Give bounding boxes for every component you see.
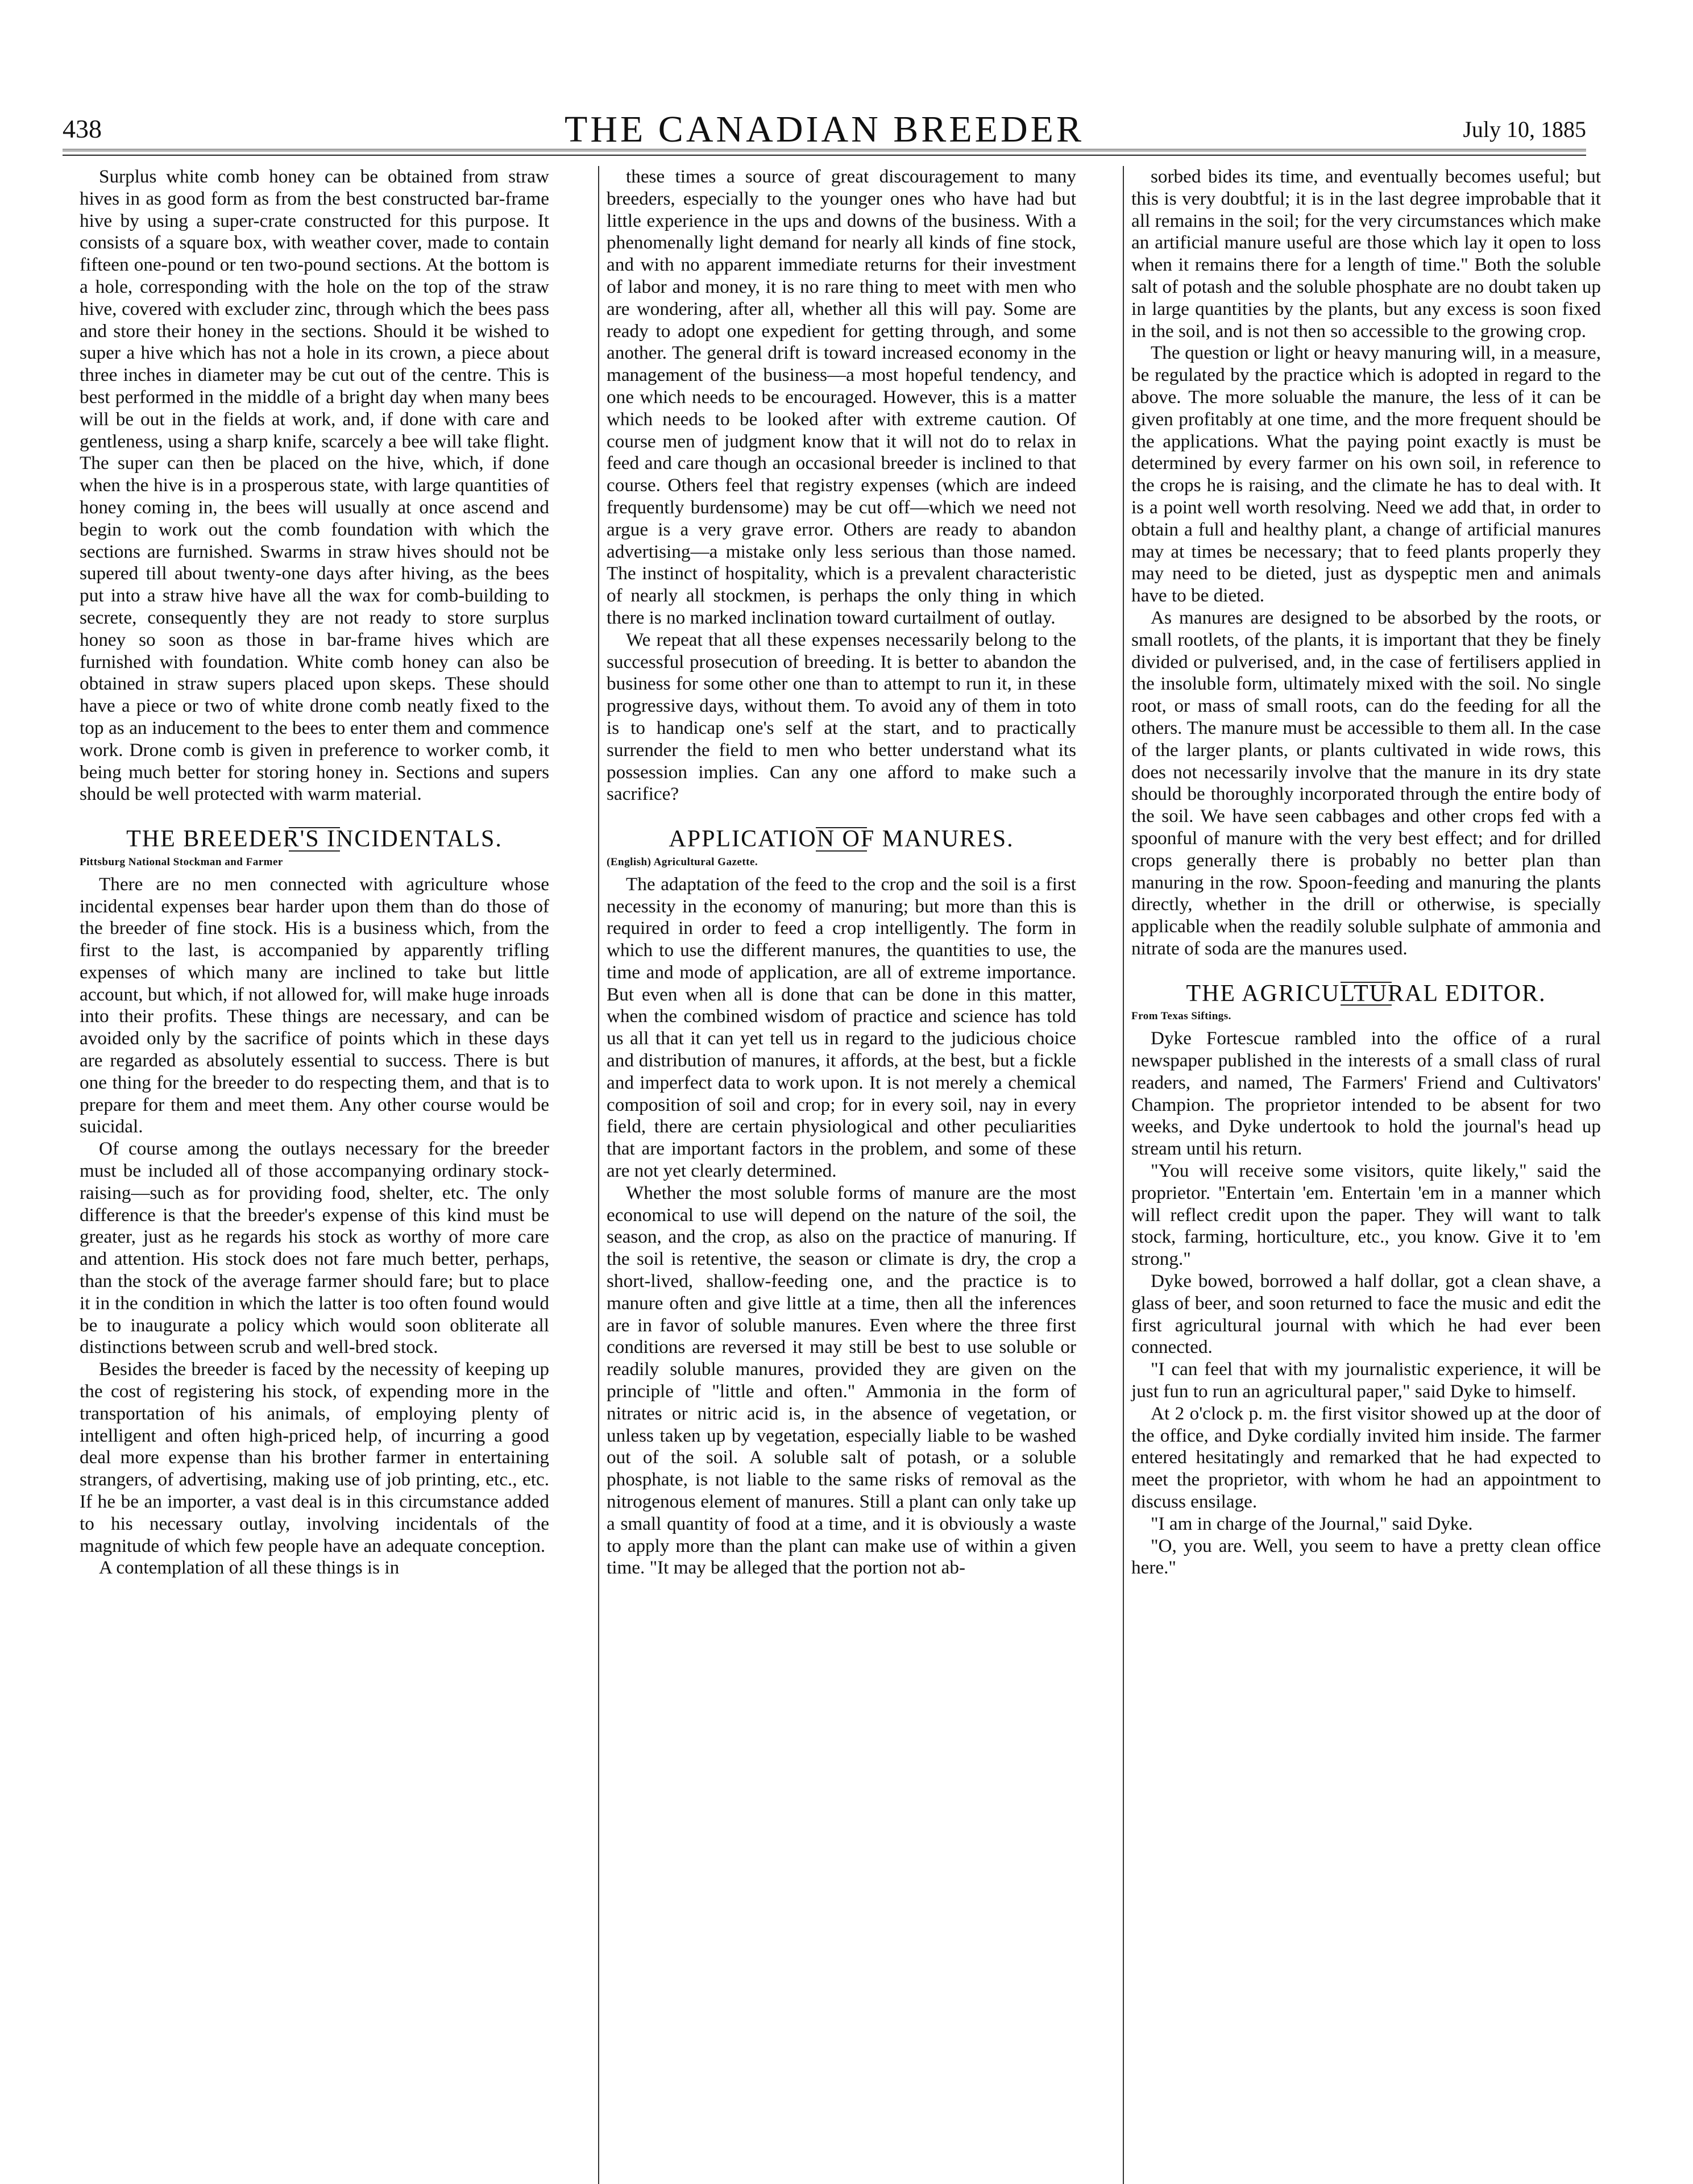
article-paragraph: "You will receive some visitors, quite likely," said the proprietor. "Entertain 'em. Entertain 'em in a manner which will reflect credit upon the paper. They will want to talk stock, farming, horticulture, etc., you know. Give it to 'em strong." xyxy=(1131,1160,1601,1270)
masthead xyxy=(63,108,1586,153)
issue-date: July 10, 1885 xyxy=(1463,117,1586,142)
newspaper-title: THE CANADIAN BREEDER xyxy=(565,109,1084,150)
page-number: 438 xyxy=(63,114,102,143)
bee-article-paragraph: Surplus white comb honey can be obtained from straw hives in as good form as from the best constructed bar-frame hive by using a super-crate constructed for this purpose. It consists of a square box, with weather cover, made to contain fifteen one-pound or ten two-pound sections. At the bottom is a hole, corresponding with the hole on the top of the straw hive, covered with excluder zinc, through which the bees pass and store their honey in the sections. Should it be wished to super a hive which has not a hole in its crown, a piece about three inches in diameter may be cut out of the centre. This is best performed in the middle of a bright day when many bees will be out in the fields at work, and, if done with care and gentleness, using a sharp knife, scarcely a bee will take flight. The super can then be placed on the hive, which, if done when the hive is in a prosperous state, with large quantities of honey coming in, the bees will usually at once ascend and begin to work out the comb foundation with which the sections are furnished. Swarms in straw hives should not be supered till about twenty-one days after hiving, as the bees put into a straw hive have all the wax for comb-building to secrete, consequently they are not ready to store surplus honey so soon as those in bar-frame hives which are furnished with foundation. White comb honey can also be obtained in straw supers placed upon skeps. These should have a piece or two of white drone comb neatly fixed to the top as an inducement to the bees to enter them and commence work. Drone comb is given in preference to worker comb, it being much better for storing honey in. Sections and supers should be well protected with warm material. xyxy=(80,166,549,805)
article-paragraph: A contemplation of all these things is in xyxy=(99,1557,400,1579)
article-source: From Texas Siftings. xyxy=(1131,1010,1231,1023)
article-paragraph: The question or light or heavy manuring will, in a measure, be regulated by the practice which is adopted in regard to the above. The more soluable the manure, the less of it can be given profitably at one time, and the more frequent should be the applications. What the paying point exactly is must be determined by every farmer on his own soil, in reference to the crops he is raising, and the climate he has to deal with. It is a point well worth resolving. Need we add that, in order to obtain a full and healthy plant, a change of artificial manures may at times be necessary; that to feed plants properly they may need to be dieted, just as dyspeptic men and animals have to be dieted. xyxy=(1131,342,1601,607)
article-paragraph: sorbed bides its time, and eventually becomes useful; but this is very doubtful; it is in the last degree improbable that it all remains in the soil; for the very circumstances which make an artificial manure useful are those which lay it open to loss when it remains there for a length of time." Both the soluble salt of potash and the soluble phosphate are no doubt taken up in large quantities by the plants, but any excess is soon fixed in the soil, and is not then so accessible to the growing crop. xyxy=(1131,166,1601,342)
article-paragraph: Dyke Fortescue rambled into the office of a rural newspaper published in the interests of a small class of rural readers, and named, The Farmers' Friend and Cultivators' Champion. The proprietor intended to be absent for two weeks, and Dyke undertook to hold the journal's head up stream until his return. xyxy=(1131,1028,1601,1160)
column-1 xyxy=(80,166,549,1579)
article-paragraph: these times a source of great discouragement to many breeders, especially to the younger ones who have had but little experience in the ups and downs of the business. With a phenomenally light demand for nearly all kinds of fine stock, and with no apparent immediate returns for their investment of labor and money, it is no rare thing to meet with men who are wondering, after all, whether all this will pay. Some are ready to adopt one expedient for getting through, and some another. The general drift is toward increased economy in the management of the business—a most hopeful tendency, and one which needs to be encouraged. However, this is a matter which needs to be looked after with extreme caution. Of course men of judgment know that it will not do to relax in feed and care though an occasional breeder is inclined to that course. Others feel that registry expenses (which are indeed frequently burdensome) may be cut off—which we need not argue is a very grave error. Others are ready to abandon advertising—a mistake only less serious than those named. The instinct of hospitality, which is a prevalent characteristic of nearly all stockmen, is perhaps the only thing in which there is no marked inclination toward curtailment of outlay. xyxy=(607,166,1076,628)
article-paragraph: Of course among the outlays necessary for the breeder must be included all of those accompanying ordinary stock-raising—such as for providing food, shelter, etc. The only difference is that the breeder's expense of this kind must be greater, just as he regards his stock as worthy of more care and attention. His stock does not fare much better, perhaps, than the stock of the average farmer should fare; but to place it in the condition in which the latter is too often found would be to inaugurate a policy which would soon obliterate all distinctions between scrub and well-bred stock. xyxy=(80,1138,549,1358)
article-paragraph: There are no men connected with agriculture whose incidental expenses bear harder upon them than do those of the breeder of fine stock. His is a business which, from the first to the last, is accompanied by apparently trifling expenses of which many are inclined to take but little account, but which, if not allowed for, will make huge inroads into their profits. These things are necessary, and can be avoided only by the sacrifice of points which in these days are regarded as absolutely essential to success. There is but one thing for the breeder to do respecting them, and that is to prepare for them and meet them. Any other course would be suicidal. xyxy=(80,873,549,1137)
column-3 xyxy=(1131,166,1601,1579)
article-paragraph: The adaptation of the feed to the crop and the soil is a first necessity in the economy of manuring; but more than this is required in order to feed a crop intelligently. The form in which to use the different manures, the quantities to use, the time and mode of application, are all of extreme importance. But even when all is done that can be done in this matter, when the combined wisdom of practice and science has told us all that it can yet tell us in regard to the judicious choice and distribution of manures, it affords, at the best, but a fickle and imperfect data to work upon. It is not merely a chemical composition of soil and crop; for in every soil, nay in every field, there are certain physiological and other peculiarities that are important factors in the problem, and some of these are not yet clearly determined. xyxy=(607,873,1076,1182)
article-paragraph: Dyke bowed, borrowed a half dollar, got a clean shave, a glass of beer, and soon returned to face the music and edit the first agricultural journal with which he had ever been connected. xyxy=(1131,1270,1601,1358)
article-paragraph: "O, you are. Well, you seem to have a pretty clean office here." xyxy=(1131,1535,1601,1579)
article-paragraph: "I am in charge of the Journal," said Dyke. xyxy=(1151,1513,1473,1534)
article-paragraph: We repeat that all these expenses necessarily belong to the successful prosecution of breeding. It is better to abandon the business for some other one than to attempt to run it, in these progressive days, without them. To avoid any of them in toto is to handicap one's self at the start, and to practically surrender the field to men who better understand what its possession implies. Can any one afford to make such a sacrifice? xyxy=(607,629,1076,805)
column-divider xyxy=(598,166,599,2184)
article-paragraph: Besides the breeder is faced by the necessity of keeping up the cost of registering his stock, of expending more in the transportation of his animals, of employing plenty of intelligent and often high-priced help, of incurring a good deal more expense than his brother farmer in entertaining strangers, of advertising, making use of job printing, etc., etc. If he be an importer, a vast deal is in this circumstance added to his necessary outlay, involving incidentals of the magnitude of which few people have an adequate conception. xyxy=(80,1359,549,1556)
article-source: Pittsburg National Stockman and Farmer xyxy=(80,856,283,868)
article-paragraph: At 2 o'clock p. m. the first visitor showed up at the door of the office, and Dyke cordially invited him inside. The farmer entered hesitatingly and remarked that he had expected to meet the proprietor, with whom he had an appointment to discuss ensilage. xyxy=(1131,1402,1601,1513)
column-divider xyxy=(1123,166,1124,2184)
article-heading-manures: APPLICATION OF MANURES. xyxy=(669,826,1014,853)
article-paragraph: As manures are designed to be absorbed by the roots, or small rootlets, of the plants, it is important that they be finely divided or pulverised, and, in the case of fertilisers applied in the insoluble form, ultimately mixed with the soil. No single root, or mass of small roots, can do the feeding for all the others. The manure must be accessible to them all. In the case of the larger plants, or plants cultivated in wide rows, this does not necessarily involve that the manure in its dry state should be thoroughly incorporated through the entire body of the soil. We have seen cabbages and other crops fed with a spoonful of manure with the very best effect; and for drilled crops generally there is probably no better plan than manuring in the row. Spoon-feeding and manuring the plants directly, whether in the drill or otherwise, is specially applicable when the readily soluble sulphate of ammonia and nitrate of soda are the manures used. xyxy=(1131,607,1601,959)
article-paragraph: "I can feel that with my journalistic experience, it will be just fun to run an agricultural paper," said Dyke to himself. xyxy=(1131,1359,1601,1402)
column-2 xyxy=(607,166,1076,1579)
article-heading-breeders-incidentals: THE BREEDER'S INCIDENTALS. xyxy=(126,826,503,853)
article-heading-agricultural-editor: THE AGRICULTURAL EDITOR. xyxy=(1186,980,1546,1007)
article-paragraph: Whether the most soluble forms of manure are the most economical to use will depend on the nature of the soil, the season, and the crop, as also on the practice of manuring. If the soil is retentive, the season or climate is dry, the crop a short-lived, shallow-feeding one, and the practice is to manure often and give little at a time, then all the inferences are in favor of soluble manures. Even where the three first conditions are reversed it may still be best to use soluble or readily soluble manures, provided they are given on the principle of "little and often." Ammonia in the form of nitrates or nitric acid is, in the absence of vegetation, or unless taken up by vegetation, especially liable to be washed out of the soil. A soluble salt of potash, or a soluble phosphate, is not liable to the same risks of removal as the nitrogenous element of manures. Still a plant can only take up a small quantity of food at a time, and it is obviously a waste to apply more than the plant can make use of within a given time. "It may be alleged that the portion not ab- xyxy=(607,1182,1076,1579)
masthead-rule xyxy=(63,149,1586,156)
article-source: (English) Agricultural Gazette. xyxy=(607,856,758,868)
